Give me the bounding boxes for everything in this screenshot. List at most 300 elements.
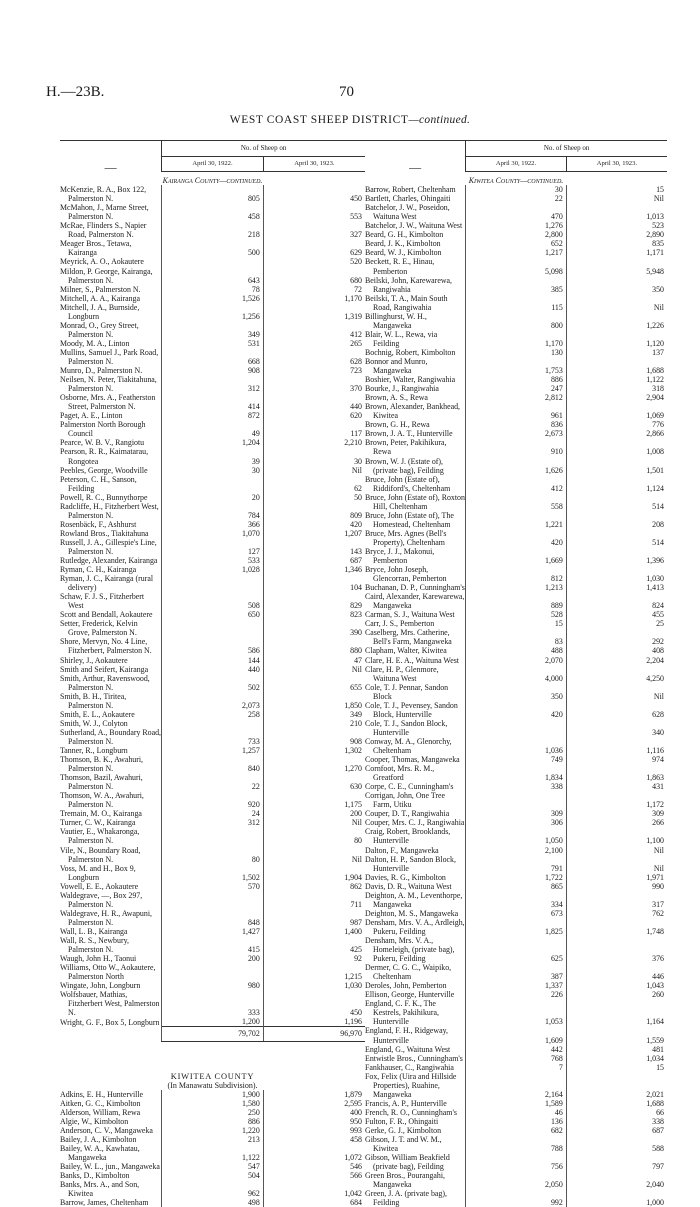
page-number: 70	[339, 84, 354, 100]
sheep-1922: 385	[466, 276, 567, 294]
table-row	[60, 1180, 365, 1198]
holder-name: Munro, D., Palmerston N.	[60, 366, 143, 376]
sheep-1922: 768	[466, 1054, 567, 1063]
holder-name: Wall, L. B., Kairanga	[60, 926, 128, 936]
sheep-1922: 127	[162, 538, 264, 556]
sheep-1923: 30	[263, 447, 365, 465]
table-row	[60, 493, 365, 502]
sheep-1923: 1,207	[263, 529, 365, 538]
table-row	[365, 665, 667, 683]
table-row	[60, 728, 365, 746]
holder-name: Anderson, C. V., Mangaweka	[60, 1125, 153, 1135]
holder-name: Green Bros., Pourangahi, Mangaweka	[365, 1171, 445, 1190]
holder-name: Conway, M. A., Glenorchy, Cheltenham	[365, 736, 452, 755]
section-subtitle-kiwitea	[60, 1081, 365, 1090]
table-row	[60, 438, 365, 447]
sheep-1922: 78	[162, 285, 264, 294]
table-row	[365, 610, 667, 619]
holder-name: Beard, W. J., Kimbolton	[365, 248, 442, 258]
sheep-1923: Nil	[566, 855, 667, 873]
sheep-1923: 327	[263, 221, 365, 239]
col-1923-header: April 30, 1923.	[566, 157, 667, 172]
sheep-1923: 104	[263, 574, 365, 592]
sheep-1922: 682	[466, 1126, 567, 1135]
holder-name: Brown, J. A. T., Hunterville	[365, 429, 453, 439]
table-row	[60, 656, 365, 665]
holder-name: Deroles, John, Pemberton	[365, 981, 447, 991]
sheep-1922: 784	[162, 502, 264, 520]
sheep-1923: 1,413	[566, 583, 667, 592]
sheep-1922: 528	[466, 610, 567, 619]
sheep-count-header: No. of Sheep on	[466, 141, 667, 157]
sheep-1923: 340	[566, 719, 667, 737]
table-row	[60, 556, 365, 565]
sheep-1923: 1,396	[566, 547, 667, 565]
sheep-1923: 1,879	[263, 1090, 365, 1099]
sheep-1923: 628	[566, 701, 667, 719]
table-row	[60, 981, 365, 990]
sheep-1923: 62	[263, 475, 365, 493]
holder-name: Bailey, W. L., jun., Mangaweka	[60, 1161, 160, 1171]
table-row	[60, 466, 365, 475]
table-row	[60, 1198, 365, 1207]
table-row	[365, 511, 667, 529]
holder-name: Banks, D., Kimbolton	[60, 1171, 130, 1181]
holder-name: Mitchell, A. A., Kairanga	[60, 293, 140, 303]
sheep-1923: 92	[263, 954, 365, 963]
holder-name: Schaw, F. J. S., Fitzherbert West	[60, 592, 145, 611]
sheep-1923: 1,042	[263, 1180, 365, 1198]
sheep-1922: 805	[162, 185, 264, 203]
sheep-1922: 218	[162, 221, 264, 239]
sheep-1922: 1,200	[162, 1017, 264, 1027]
holder-name: Vautier, E., Whakaronga, Palmerston N.	[60, 827, 140, 846]
holder-name: Densham, Mrs. V. A., Homeleigh, (private bag), Pukeru, Feilding	[365, 935, 455, 964]
sheep-1922: 1,276	[466, 221, 567, 230]
table-row	[60, 882, 365, 891]
sheep-1922: 1,070	[162, 529, 264, 538]
holder-name: Smith, W. J., Colyton	[60, 718, 128, 728]
holder-name: Wright, G. F., Box 5, Longburn	[60, 1017, 160, 1027]
holder-name: Entwistle Bros., Cunningham's	[365, 1053, 463, 1063]
holder-name: Boshier, Walter, Rangiwahia	[365, 375, 456, 385]
title-main: WEST COAST SHEEP DISTRICT	[229, 114, 409, 126]
sheep-1922: 1,028	[162, 565, 264, 574]
holder-name: Rutledge, Alexander, Kairanga	[60, 556, 158, 566]
sheep-1923: 47	[263, 656, 365, 665]
holder-name: Waldegrave, H. R., Awapuni, Palmerston N.	[60, 908, 152, 927]
sheep-1922: 4,000	[466, 665, 567, 683]
sheep-1923: 1,030	[566, 565, 667, 583]
sheep-1923: 835	[566, 239, 667, 248]
sheep-1923: 450	[263, 990, 365, 1017]
sheep-1923: 400	[263, 1108, 365, 1117]
table-row	[365, 918, 667, 936]
table-row	[60, 257, 365, 266]
table-row	[365, 357, 667, 375]
table-row	[60, 520, 365, 529]
holder-name: Waugh, John H., Taonui	[60, 954, 137, 964]
sheep-1923: 4,250	[566, 665, 667, 683]
sheep-1923: 684	[263, 1198, 365, 1207]
total-1922: 79,702	[162, 1027, 264, 1041]
sheep-1922: 20	[162, 493, 264, 502]
sheep-1922: 992	[466, 1189, 567, 1207]
left-column	[60, 140, 365, 1207]
holder-name: Cole, T. J. Pennar, Sandon Block	[365, 682, 449, 701]
table-row	[60, 239, 365, 257]
sheep-1923: 15	[566, 185, 667, 194]
sheep-1923: Nil	[263, 665, 365, 674]
holder-name: Cornfoot, Mrs. R. M., Greatford	[365, 764, 435, 783]
table-row	[60, 221, 365, 239]
sheep-1923: 1,116	[566, 737, 667, 755]
holder-name: Monrad, O., Grey Street, Palmerston N.	[60, 320, 139, 339]
table-row	[365, 846, 667, 855]
holder-name: Tanner, R., Longburn	[60, 746, 128, 755]
sheep-1923: 566	[263, 1171, 365, 1180]
holder-name: Peterson, C. H., Sanson, Feilding	[60, 474, 137, 493]
sheep-1923: 2,904	[566, 393, 667, 402]
sheep-1922: 83	[466, 628, 567, 646]
table-row	[60, 909, 365, 927]
sheep-1922: 1,825	[466, 918, 567, 936]
table-row	[60, 1171, 365, 1180]
holder-name: Brown, A. S., Rewa	[365, 393, 428, 403]
holder-name: Bruce, John (Estate of), Roxton Hill, Cheltenham	[365, 492, 465, 511]
holder-name: Mullins, Samuel J., Park Road, Palmerston N.	[60, 347, 159, 366]
holder-name: Deighton, M. S., Mangaweka	[365, 908, 459, 918]
table-row	[365, 384, 667, 393]
sheep-1923: 1,000	[566, 1189, 667, 1207]
holder-name: Dalton, F., Mangaweka	[365, 845, 439, 855]
holder-name: Craig, Robert, Brooklands, Hunterville	[365, 827, 451, 846]
sheep-1922: 1,256	[162, 303, 264, 321]
holder-name: Wolfsbauer, Mathias, Fitzherbert West, Palmerston N.	[60, 990, 160, 1018]
sheep-1922: 333	[162, 990, 264, 1017]
sheep-1922	[162, 619, 264, 637]
sheep-1922: 49	[162, 420, 264, 438]
sheep-1923: Nil	[566, 846, 667, 855]
sheep-1923: 349	[263, 710, 365, 719]
holder-name: Wall, R. S., Newbury, Palmerston N.	[60, 935, 129, 955]
sheep-1922: 812	[466, 565, 567, 583]
sheep-1922: 570	[162, 882, 264, 891]
table-row	[60, 746, 365, 755]
sheep-1922: 2,100	[466, 846, 567, 855]
sheep-1922: 39	[162, 447, 264, 465]
holder-name: Bailey, J. A., Kimbolton	[60, 1134, 137, 1144]
holder-name: Cole, T. J., Pevensey, Sandon Block, Hunterville	[365, 700, 458, 719]
section-title-kairanga	[60, 172, 365, 186]
holder-name: French, R. O., Cunningham's	[365, 1107, 457, 1117]
holder-name: Mildon, P. George, Kairanga, Palmerston N.	[60, 266, 153, 285]
table-row	[365, 818, 667, 827]
table-row	[60, 447, 365, 465]
sheep-1923: 762	[566, 909, 667, 918]
sheep-1923: 117	[263, 420, 365, 438]
sheep-1922: 733	[162, 728, 264, 746]
holder-name: Adkins, E. H., Hunterville	[60, 1089, 144, 1099]
table-row	[365, 683, 667, 701]
holder-name: Smith and Seifert, Kairanga	[60, 664, 149, 674]
sheep-1923: 143	[263, 538, 365, 556]
sheep-1922: 908	[162, 366, 264, 375]
sheep-1922: 213	[162, 1135, 264, 1144]
sheep-1922	[162, 963, 264, 981]
holder-name: McKenzie, R. A., Box 122, Palmerston N.	[60, 185, 147, 204]
sheep-1922: 470	[466, 203, 567, 221]
table-row	[365, 656, 667, 665]
holder-name: Meager Bros., Tetawa, Kairanga	[60, 239, 132, 258]
sheep-1922: 1,669	[466, 547, 567, 565]
sheep-1922	[162, 827, 264, 845]
total-1923: 96,970	[263, 1027, 365, 1041]
sheep-1923: 200	[263, 809, 365, 818]
holder-name: Smith, Arthur, Ravenswood, Palmerston N.	[60, 673, 150, 692]
sheep-1923: 412	[263, 321, 365, 339]
table-row	[365, 529, 667, 547]
holder-name: Fankhauser, C., Rangiwahia	[365, 1062, 454, 1072]
title-continued: —continued.	[408, 114, 471, 126]
holder-name: Bourke, J., Rangiwahia	[365, 384, 439, 394]
table-row	[365, 1153, 667, 1171]
sheep-1923: 1,170	[263, 294, 365, 303]
sheep-1923: 1,688	[566, 357, 667, 375]
sheep-1922: 440	[162, 665, 264, 674]
holder-name: Banks, Mrs. A., and Son, Kiwitea	[60, 1180, 140, 1199]
holder-name: Pearce, W. B. V., Rangiotu	[60, 438, 145, 448]
sheep-1922: 1,834	[466, 764, 567, 782]
holder-name: Corrigan, John, One Tree Farm, Utiku	[365, 791, 445, 810]
sheep-1923: 2,210	[263, 438, 365, 447]
sheep-1923: 2,595	[263, 1099, 365, 1108]
table-row	[365, 1171, 667, 1189]
sheep-1922: 910	[466, 438, 567, 456]
sheep-1922: 387	[466, 963, 567, 981]
sheep-1923: 2,890	[566, 230, 667, 239]
sheep-1923: 1,120	[566, 330, 667, 348]
sheep-1923: 1,069	[566, 402, 667, 420]
holder-name: Gibson, J. T. and W. M., Kiwitea	[365, 1135, 442, 1154]
sheep-1923: 723	[263, 366, 365, 375]
sheep-1923: 137	[566, 348, 667, 357]
sheep-1922: 2,673	[466, 429, 567, 438]
holder-name: Brown, G. H., Rewa	[365, 420, 430, 430]
section-title-kairanga-cell: Kairanga County—continued.	[162, 176, 263, 186]
sheep-1923: 1,196	[263, 1017, 365, 1027]
sheep-1923: Nil	[263, 466, 365, 475]
table-row	[60, 348, 365, 366]
table-row	[365, 963, 667, 981]
sheep-1923: 630	[263, 773, 365, 791]
table-row	[365, 475, 667, 493]
sheep-1923: 72	[263, 285, 365, 294]
holder-name: Caselberg, Mrs. Catherine, Bell's Farm, Mangaweka	[365, 628, 452, 647]
holder-name: Fulton, F. R., Ohingaiti	[365, 1116, 439, 1126]
table-row	[60, 538, 365, 556]
table-row	[60, 285, 365, 294]
table-row	[365, 827, 667, 845]
holder-name: Vowell, E. E., Aokautere	[60, 881, 139, 891]
sheep-1923: 1,319	[263, 303, 365, 321]
sheep-1922: 1,050	[466, 827, 567, 845]
holder-name: Brown, Alexander, Bankhead, Kiwitea	[365, 402, 461, 421]
table-row	[365, 276, 667, 294]
sheep-1923: 1,971	[566, 873, 667, 882]
sheep-1923: 455	[566, 610, 667, 619]
holder-name: Cole, T. J., Sandon Block, Hunterville	[365, 718, 448, 737]
sheep-1922: 366	[162, 520, 264, 529]
table-row	[365, 791, 667, 809]
sheep-1922: 15	[466, 619, 567, 628]
sheep-1923: 420	[263, 520, 365, 529]
table-row	[365, 782, 667, 791]
sheep-1922: 2,164	[466, 1072, 567, 1099]
sheep-1922: 1,580	[162, 1099, 264, 1108]
sheep-1923: 620	[263, 411, 365, 420]
sheep-1923: 266	[566, 818, 667, 827]
sheep-1923: 990	[566, 882, 667, 891]
sheep-1922: 24	[162, 809, 264, 818]
table-row	[60, 710, 365, 719]
table-row	[60, 791, 365, 809]
table-row	[60, 303, 365, 321]
table-row	[60, 1162, 365, 1171]
sheep-1922: 650	[162, 610, 264, 619]
holder-name: Francis, A. P., Hunterville	[365, 1098, 447, 1108]
holder-name: Aitken, G. C., Kimbolton	[60, 1098, 141, 1108]
holder-name: Osborne, Mrs. A., Featherston Street, Palmerston N.	[60, 393, 156, 412]
sheep-1923: 1,688	[566, 1099, 667, 1108]
table-row	[365, 429, 667, 438]
sheep-1922: 200	[162, 954, 264, 963]
holder-name: England, F. H., Ridgeway, Hunterville	[365, 1026, 449, 1045]
sheep-1922: 349	[162, 321, 264, 339]
table-row	[365, 230, 667, 239]
holder-name: Radcliffe, H., Fitzherbert West, Palmerston N.	[60, 501, 159, 520]
holder-name: Carman, S. J., Waituna West	[365, 610, 455, 620]
table-row	[60, 936, 365, 954]
sheep-1922: 2,800	[466, 230, 567, 239]
sheep-1923: 425	[263, 936, 365, 954]
sheep-1922: 872	[162, 411, 264, 420]
sheep-1923: 1,215	[263, 963, 365, 981]
sheep-1923: 776	[566, 420, 667, 429]
col-1922-header: April 30, 1922.	[162, 157, 264, 172]
holder-name: Brown, Peter, Pakihikura, Rewa	[365, 438, 447, 457]
table-row	[60, 185, 365, 203]
sheep-1922: 46	[466, 1108, 567, 1117]
holder-name: Thomson, B. K., Awahuri, Palmerston N.	[60, 755, 144, 774]
sheep-1922: 312	[162, 818, 264, 827]
sheep-1922: 415	[162, 936, 264, 954]
sheep-1922: 80	[162, 846, 264, 864]
sheep-1923: 628	[263, 348, 365, 366]
sheep-1922: 848	[162, 909, 264, 927]
sheep-1922: 531	[162, 339, 264, 348]
holder-name: Meyrick, A. O., Aokautere	[60, 257, 144, 267]
sheep-1923: 711	[263, 891, 365, 909]
holder-name: Milner, S., Palmerston N.	[60, 284, 141, 294]
sheep-1922: 2,812	[466, 393, 567, 402]
right-table	[365, 140, 667, 1207]
table-row	[365, 457, 667, 475]
holder-name: Bruce, John (Estate of), Riddiford's, Cheltenham	[365, 474, 451, 493]
sheep-1922: 226	[466, 990, 567, 999]
section-title-kiwitea-continued	[365, 172, 667, 186]
holder-name: Bonnor and Munro, Mangaweka	[365, 356, 428, 376]
sheep-1922: 144	[162, 656, 264, 665]
sheep-1923: Nil	[263, 846, 365, 864]
table-row	[365, 909, 667, 918]
sheep-1923: 2,021	[566, 1072, 667, 1099]
holder-name: Shore, Mervyn, No. 4 Line, Fitzherbert, Palmerston N.	[60, 637, 152, 656]
sheep-1922: 1,753	[466, 357, 567, 375]
holder-name: Rowland Bros., Tiakitahuna	[60, 528, 149, 538]
sheep-1923: 5,948	[566, 257, 667, 275]
table-row	[365, 1054, 667, 1063]
sheep-1922: 309	[466, 809, 567, 818]
sheep-1922: 586	[162, 637, 264, 655]
sheep-1922: 502	[162, 674, 264, 692]
name-column-header: —	[60, 141, 162, 172]
table-row	[365, 294, 667, 312]
left-table-body	[60, 172, 365, 1207]
table-row	[365, 420, 667, 429]
holder-name: Brown, W. J. (Estate of), (private bag), Feilding	[365, 456, 444, 475]
table-row	[365, 1108, 667, 1117]
sheep-1922: 1,221	[466, 511, 567, 529]
table-row	[365, 592, 667, 610]
total-row	[60, 1027, 365, 1041]
table-row	[365, 990, 667, 999]
sheep-1923: 1,100	[566, 827, 667, 845]
sheep-1922: 652	[466, 239, 567, 248]
sheep-1922: 533	[162, 556, 264, 565]
sheep-1922: 115	[466, 294, 567, 312]
left-table	[60, 140, 365, 1207]
sheep-1923: 1,008	[566, 438, 667, 456]
sheep-1923: 15	[566, 1063, 667, 1072]
sheep-1922: 420	[466, 701, 567, 719]
sheep-1923: 655	[263, 674, 365, 692]
sheep-1923: 1,748	[566, 918, 667, 936]
sheep-1923: 458	[263, 1135, 365, 1144]
sheep-1922: 1,526	[162, 294, 264, 303]
sheep-1922: 673	[466, 909, 567, 918]
sheep-1923: 823	[263, 610, 365, 619]
sheep-1922: 1,257	[162, 746, 264, 755]
sheep-1922: 414	[162, 393, 264, 411]
sheep-1922: 136	[466, 1117, 567, 1126]
table-row	[60, 294, 365, 303]
sheep-1923: 260	[566, 990, 667, 999]
sheep-1922: 350	[466, 683, 567, 701]
sheep-1923: 1,226	[566, 312, 667, 330]
sheep-1922: 1,213	[466, 583, 567, 592]
section-title-kiwitea-cell: KIWITEA COUNTY	[170, 1071, 255, 1081]
holder-name: Bailey, W. A., Kawhatau, Mangaweka	[60, 1143, 140, 1162]
sheep-1922: 442	[466, 1045, 567, 1054]
table-row	[60, 927, 365, 936]
sheep-1923: 317	[566, 891, 667, 909]
sheep-1922: 1,626	[466, 457, 567, 475]
holder-name: Caird, Alexander, Karewarewa, Mangaweka	[365, 592, 465, 611]
sheep-1922: 889	[466, 592, 567, 610]
sheep-1922: 1,589	[466, 1099, 567, 1108]
sheep-1922: 458	[162, 203, 264, 221]
